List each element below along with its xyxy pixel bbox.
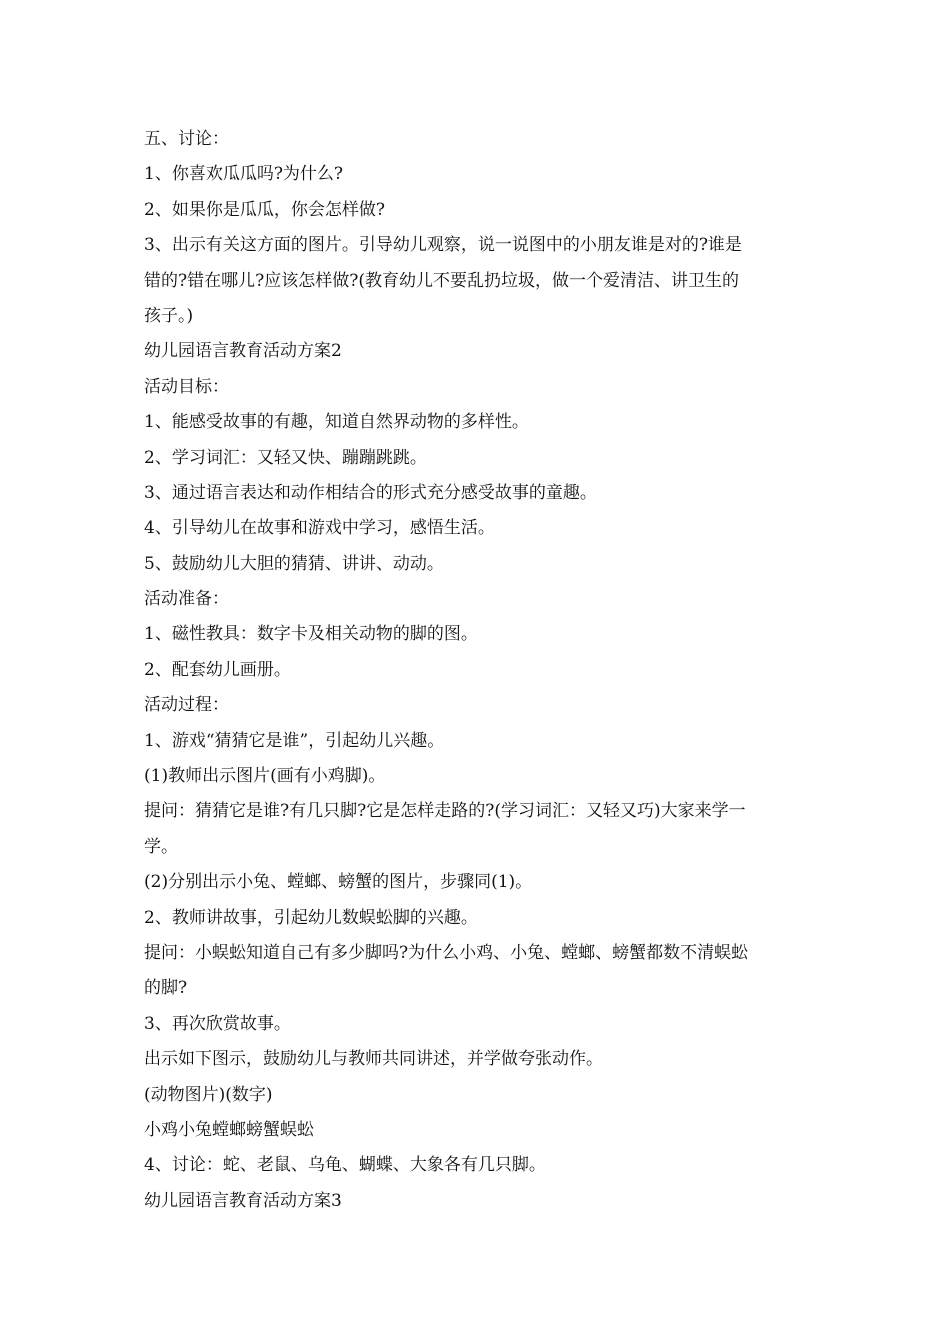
text-line: 3、通过语言表达和动作相结合的形式充分感受故事的童趣。 xyxy=(144,482,597,503)
text-line: 4、引导幼儿在故事和游戏中学习，感悟生活。 xyxy=(144,518,495,539)
text-line: (1)教师出示图片(画有小鸡脚)。 xyxy=(144,766,386,787)
subsection-heading: 活动过程： xyxy=(144,695,229,716)
text-line: 4、讨论：蛇、老鼠、乌龟、蝴蝶、大象各有几只脚。 xyxy=(144,1155,546,1176)
text-line: 2、如果你是瓜瓜，你会怎样做? xyxy=(144,199,385,220)
text-line: 5、鼓励幼儿大胆的猜猜、讲讲、动动。 xyxy=(144,553,444,574)
text-line: 2、教师讲故事，引起幼儿数蜈蚣脚的兴趣。 xyxy=(144,907,478,928)
text-line: (2)分别出示小兔、螳螂、螃蟹的图片，步骤同(1)。 xyxy=(144,872,533,893)
text-line: 的脚? xyxy=(144,978,188,999)
text-line: 小鸡小兔螳螂螃蟹蜈蚣 xyxy=(144,1119,314,1140)
text-line: 1、能感受故事的有趣，知道自然界动物的多样性。 xyxy=(144,412,529,433)
text-line: 2、学习词汇：又轻又快、蹦蹦跳跳。 xyxy=(144,447,427,468)
text-line: 提问：猜猜它是谁?有几只脚?它是怎样走路的?(学习词汇：又轻又巧)大家来学一 xyxy=(144,801,746,822)
text-line: 出示如下图示，鼓励幼儿与教师共同讲述，并学做夸张动作。 xyxy=(144,1049,603,1070)
document-body xyxy=(144,122,814,1219)
text-line: 五、讨论： xyxy=(144,129,229,149)
section-heading: 幼儿园语言教育活动方案3 xyxy=(144,1190,342,1211)
text-line: 3、再次欣赏故事。 xyxy=(144,1013,291,1034)
subsection-heading: 活动目标： xyxy=(144,376,229,397)
text-line: 错的?错在哪儿?应该怎样做?(教育幼儿不要乱扔垃圾，做一个爱清洁、讲卫生的 xyxy=(144,270,739,291)
section-heading: 幼儿园语言教育活动方案2 xyxy=(144,341,342,362)
text-line: 3、出示有关这方面的图片。引导幼儿观察，说一说图中的小朋友谁是对的?谁是 xyxy=(144,235,742,256)
text-line: 1、游戏“猜猜它是谁”，引起幼儿兴趣。 xyxy=(144,730,445,751)
text-line: (动物图片)(数字) xyxy=(144,1084,273,1105)
text-line: 孩子。) xyxy=(144,305,194,326)
text-line: 学。 xyxy=(144,836,178,857)
text-line: 1、你喜欢瓜瓜吗?为什么? xyxy=(144,164,344,185)
text-line: 1、磁性教具：数字卡及相关动物的脚的图。 xyxy=(144,624,478,645)
subsection-heading: 活动准备： xyxy=(144,589,229,610)
text-line: 2、配套幼儿画册。 xyxy=(144,659,291,680)
text-line: 提问：小蜈蚣知道自己有多少脚吗?为什么小鸡、小兔、螳螂、螃蟹都数不清蜈蚣 xyxy=(144,942,749,963)
